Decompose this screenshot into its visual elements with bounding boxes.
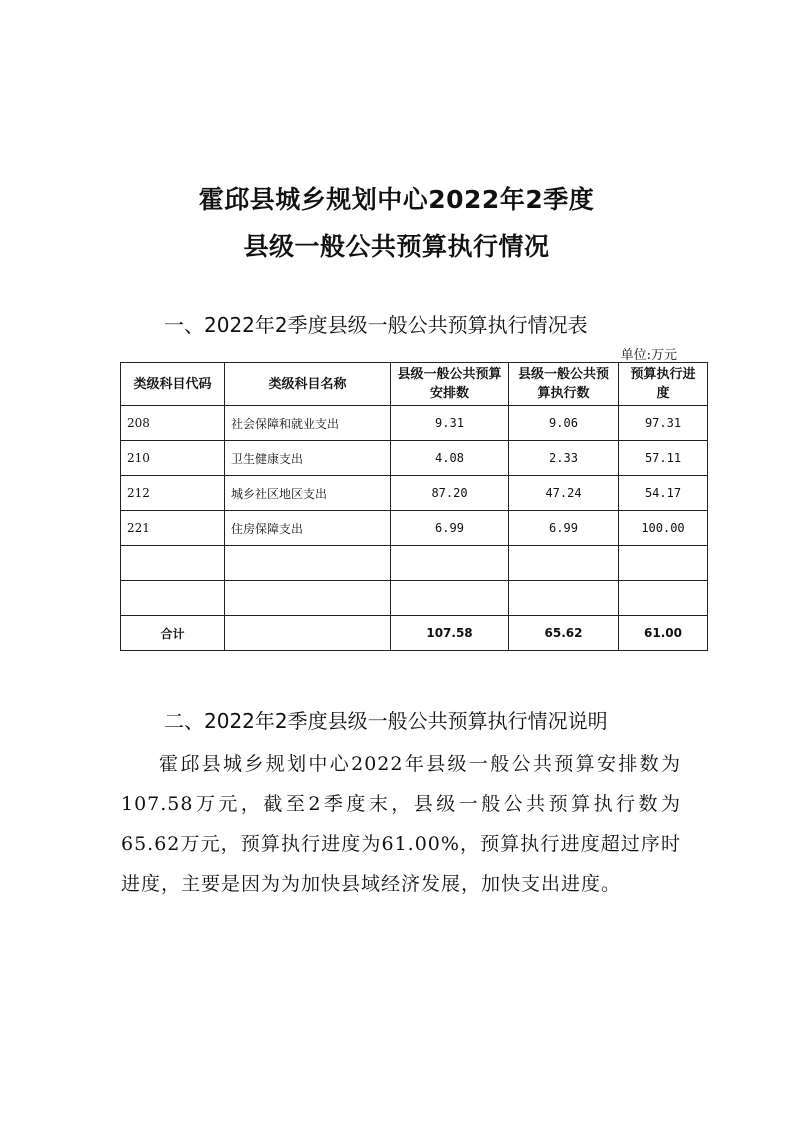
cell-executed [509, 546, 619, 581]
table-total-row [121, 616, 708, 651]
table-row [121, 441, 708, 476]
document-title-line-2: 县级一般公共预算执行情况 [243, 232, 550, 261]
header-budget-executed: 县级一般公共预算执行数 [509, 363, 619, 406]
cell-progress [619, 581, 708, 616]
table-row [121, 406, 708, 441]
header-subject-name: 类级科目名称 [225, 363, 391, 406]
cell-executed: 47.24 [509, 476, 619, 511]
cell-progress [619, 546, 708, 581]
cell-code: 210 [121, 441, 225, 476]
cell-name [225, 581, 391, 616]
header-subject-code: 类级科目代码 [121, 363, 225, 406]
cell-arranged: 9.31 [391, 406, 509, 441]
budget-table [120, 362, 708, 651]
cell-arranged [391, 581, 509, 616]
header-budget-arranged: 县级一般公共预算安排数 [391, 363, 509, 406]
explanation-paragraph: 霍邱县城乡规划中心2022年县级一般公共预算安排数为107.58万元，截至2季度末，县级一般公共预算执行数为65.62万元，预算执行进度为61.00%，预算执行进度超过序时进度，主要是因为为加快县域经济发展，加快支出进度。 [121, 753, 681, 895]
cell-arranged: 4.08 [391, 441, 509, 476]
table-row-empty [121, 546, 708, 581]
cell-code [121, 546, 225, 581]
cell-name: 社会保障和就业支出 [225, 406, 391, 441]
cell-progress: 57.11 [619, 441, 708, 476]
cell-name [225, 546, 391, 581]
cell-executed: 6.99 [509, 511, 619, 546]
document-title-line-1: 霍邱县城乡规划中心2022年2季度 [198, 185, 595, 214]
unit-label: 单位:万元 [620, 348, 677, 363]
section-2-heading: 二、2022年2季度县级一般公共预算执行情况说明 [164, 709, 608, 733]
table-row-empty [121, 581, 708, 616]
cell-arranged: 87.20 [391, 476, 509, 511]
cell-code: 221 [121, 511, 225, 546]
cell-progress: 54.17 [619, 476, 708, 511]
header-execution-progress: 预算执行进度 [619, 363, 708, 406]
cell-name: 住房保障支出 [225, 511, 391, 546]
table-row [121, 511, 708, 546]
total-progress: 61.00 [619, 616, 708, 651]
cell-name: 卫生健康支出 [225, 441, 391, 476]
cell-progress: 97.31 [619, 406, 708, 441]
cell-code [121, 581, 225, 616]
cell-arranged: 6.99 [391, 511, 509, 546]
cell-executed: 9.06 [509, 406, 619, 441]
cell-progress: 100.00 [619, 511, 708, 546]
table-row [121, 476, 708, 511]
table-header-row [121, 363, 708, 406]
cell-code: 212 [121, 476, 225, 511]
total-arranged: 107.58 [391, 616, 509, 651]
cell-executed [509, 581, 619, 616]
cell-executed: 2.33 [509, 441, 619, 476]
total-label: 合计 [121, 616, 225, 651]
cell-name: 城乡社区地区支出 [225, 476, 391, 511]
total-executed: 65.62 [509, 616, 619, 651]
cell-code: 208 [121, 406, 225, 441]
total-name [225, 616, 391, 651]
cell-arranged [391, 546, 509, 581]
section-1-heading: 一、2022年2季度县级一般公共预算执行情况表 [164, 313, 588, 337]
